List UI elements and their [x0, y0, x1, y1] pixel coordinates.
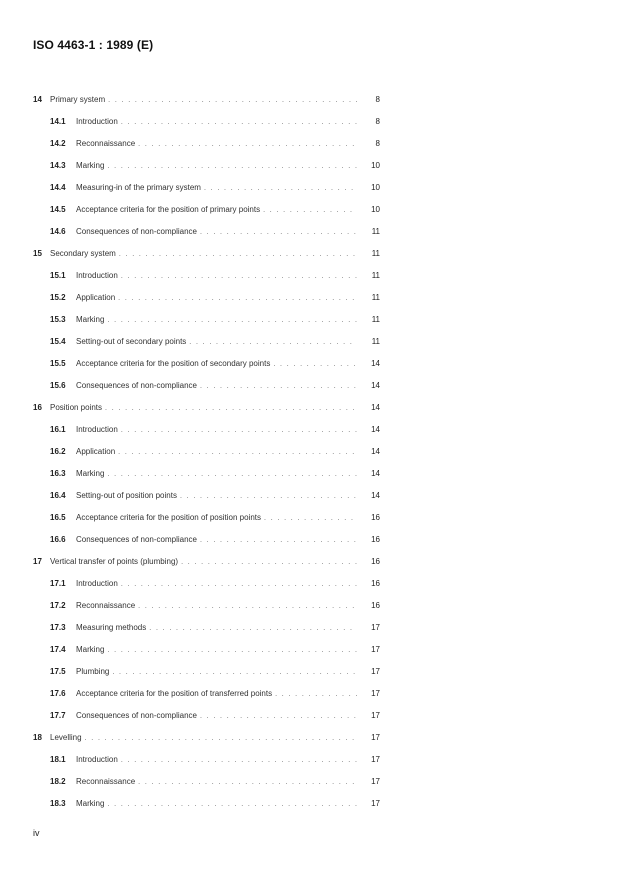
toc-subsection[interactable] — [33, 423, 380, 445]
toc-entry-page: 16 — [371, 601, 380, 610]
toc-entry-row — [33, 115, 380, 130]
toc-entry-row — [33, 357, 380, 372]
toc-subsection[interactable] — [33, 269, 380, 291]
dot-leader — [112, 666, 357, 680]
toc-entry-row — [33, 643, 380, 658]
toc-subsection[interactable] — [33, 181, 380, 203]
dot-leader — [121, 754, 357, 768]
toc-entry-page: 11 — [371, 249, 380, 258]
toc-entry-number: 17.7 — [50, 711, 66, 720]
dot-leader — [200, 534, 357, 548]
toc-entry-title: Introduction — [76, 271, 118, 280]
dot-leader — [204, 182, 357, 196]
dot-leader — [264, 512, 357, 526]
toc-entry-row — [33, 181, 380, 196]
toc-entry-title: Reconnaissance — [76, 601, 136, 610]
toc-subsection[interactable] — [33, 467, 380, 489]
toc-entry-number: 18.3 — [50, 799, 66, 808]
toc-entry-page: 8 — [375, 117, 380, 126]
toc-entry-page: 10 — [371, 183, 380, 192]
toc-entry-title: Secondary system — [50, 249, 116, 258]
toc-entry-page: 16 — [371, 535, 380, 544]
dot-leader — [121, 116, 357, 130]
toc-subsection[interactable] — [33, 225, 380, 247]
toc-entry-row — [33, 753, 380, 768]
dot-leader — [189, 336, 357, 350]
dot-leader — [85, 732, 357, 746]
toc-entry-row — [33, 269, 380, 284]
dot-leader — [275, 688, 357, 702]
toc-entry-page: 16 — [371, 557, 380, 566]
dot-leader — [107, 644, 357, 658]
toc-entry-row — [33, 313, 380, 328]
toc-entry-number: 16.6 — [50, 535, 66, 544]
toc-entry-page: 17 — [371, 777, 380, 786]
toc-entry-number: 14.5 — [50, 205, 66, 214]
toc-entry-page: 14 — [371, 491, 380, 500]
toc-entry-number: 17.2 — [50, 601, 66, 610]
toc-entry-title: Marking — [76, 645, 105, 654]
toc-entry-number: 14.2 — [50, 139, 66, 148]
dot-leader — [121, 578, 357, 592]
toc-entry-title: Plumbing — [76, 667, 110, 676]
dot-leader — [138, 600, 357, 614]
toc-section[interactable] — [33, 93, 380, 115]
toc-entry-row — [33, 731, 380, 746]
toc-entry-title: Introduction — [76, 755, 118, 764]
toc-entry-title: Setting-out of position points — [76, 491, 177, 500]
toc-entry-number: 18.2 — [50, 777, 66, 786]
toc-subsection[interactable] — [33, 577, 380, 599]
toc-entry-number: 15 — [33, 249, 42, 258]
toc-entry-title: Measuring-in of the primary system — [76, 183, 201, 192]
toc-entry-title: Reconnaissance — [76, 777, 136, 786]
toc-subsection[interactable] — [33, 797, 380, 819]
toc-entry-page: 14 — [371, 359, 380, 368]
dot-leader — [138, 138, 357, 152]
toc-entry-page: 11 — [371, 293, 380, 302]
toc-entry-row — [33, 423, 380, 438]
toc-entry-title: Application — [76, 293, 116, 302]
toc-entry-page: 14 — [371, 447, 380, 456]
toc-entry-number: 17 — [33, 557, 42, 566]
toc-entry-number: 15.3 — [50, 315, 66, 324]
page-number: iv — [33, 828, 40, 838]
toc-entry-title: Marking — [76, 799, 105, 808]
dot-leader — [200, 710, 357, 724]
toc-entry-row — [33, 687, 380, 702]
toc-subsection[interactable] — [33, 137, 380, 159]
dot-leader — [118, 292, 357, 306]
toc-entry-number: 16.5 — [50, 513, 66, 522]
toc-entry-title: Levelling — [50, 733, 82, 742]
toc-entry-row — [33, 775, 380, 790]
toc-subsection[interactable] — [33, 357, 380, 379]
toc-entry-page: 16 — [371, 579, 380, 588]
toc-subsection[interactable] — [33, 599, 380, 621]
toc-entry-row — [33, 203, 380, 218]
toc-entry-number: 16.3 — [50, 469, 66, 478]
toc-entry-page: 14 — [371, 425, 380, 434]
toc-subsection[interactable] — [33, 621, 380, 643]
toc-subsection[interactable] — [33, 643, 380, 665]
toc-entry-title: Introduction — [76, 117, 118, 126]
toc-entry-row — [33, 709, 380, 724]
toc-entry-row — [33, 225, 380, 240]
toc-subsection[interactable] — [33, 533, 380, 555]
toc-entry-row — [33, 599, 380, 614]
toc-entry-row — [33, 137, 380, 152]
toc-entry-row — [33, 159, 380, 174]
toc-entry-title: Introduction — [76, 579, 118, 588]
toc-subsection[interactable] — [33, 687, 380, 709]
toc-entry-number: 17.5 — [50, 667, 66, 676]
toc-entry-page: 17 — [371, 711, 380, 720]
toc-section[interactable] — [33, 247, 380, 269]
toc-entry-page: 16 — [371, 513, 380, 522]
toc-entry-page: 11 — [371, 227, 380, 236]
dot-leader — [108, 94, 357, 108]
toc-entry-row — [33, 511, 380, 526]
toc-entry-number: 18.1 — [50, 755, 66, 764]
toc-entry-number: 16.1 — [50, 425, 66, 434]
toc-entry-row — [33, 247, 380, 262]
dot-leader — [107, 160, 357, 174]
toc-entry-number: 17.3 — [50, 623, 66, 632]
toc-entry-title: Marking — [76, 161, 105, 170]
toc-entry-page: 14 — [371, 381, 380, 390]
toc-entry-row — [33, 797, 380, 812]
toc-subsection[interactable] — [33, 313, 380, 335]
toc-entry-number: 17.6 — [50, 689, 66, 698]
dot-leader — [119, 248, 357, 262]
toc-entry-number: 17.1 — [50, 579, 66, 588]
toc-entry-number: 15.4 — [50, 337, 66, 346]
dot-leader — [273, 358, 357, 372]
dot-leader — [149, 622, 357, 636]
toc-entry-number: 15.6 — [50, 381, 66, 390]
toc-entry-page: 17 — [371, 667, 380, 676]
dot-leader — [118, 446, 357, 460]
toc-entry-title: Marking — [76, 469, 105, 478]
toc-entry-page: 14 — [371, 403, 380, 412]
toc-subsection[interactable] — [33, 291, 380, 313]
toc-entry-row — [33, 489, 380, 504]
toc-entry-page: 17 — [371, 733, 380, 742]
toc-entry-title: Setting-out of secondary points — [76, 337, 187, 346]
toc-entry-title: Reconnaissance — [76, 139, 136, 148]
toc-entry-row — [33, 577, 380, 592]
toc-entry-title: Acceptance criteria for the position of position points — [76, 513, 261, 522]
toc-entry-row — [33, 379, 380, 394]
toc-subsection[interactable] — [33, 203, 380, 225]
toc-entry-row — [33, 401, 380, 416]
toc-section[interactable] — [33, 555, 380, 577]
toc-entry-title: Position points — [50, 403, 103, 412]
toc-entry-title: Primary system — [50, 95, 106, 104]
toc-entry-page: 10 — [371, 205, 380, 214]
toc-entry-number: 15.2 — [50, 293, 66, 302]
toc-entry-page: 11 — [371, 271, 380, 280]
toc-subsection[interactable] — [33, 709, 380, 731]
toc-entry-number: 14.4 — [50, 183, 66, 192]
toc-subsection[interactable] — [33, 379, 380, 401]
dot-leader — [263, 204, 357, 218]
toc-entry-title: Acceptance criteria for the position of secondary points — [76, 359, 271, 368]
toc-entry-page: 17 — [371, 645, 380, 654]
toc-entry-number: 14 — [33, 95, 42, 104]
toc-entry-title: Marking — [76, 315, 105, 324]
dot-leader — [121, 424, 357, 438]
table-of-contents — [33, 93, 380, 819]
dot-leader — [121, 270, 357, 284]
document-header: ISO 4463-1 : 1989 (E) — [33, 38, 154, 52]
toc-subsection[interactable] — [33, 753, 380, 775]
toc-subsection[interactable] — [33, 115, 380, 137]
dot-leader — [180, 490, 357, 504]
toc-subsection[interactable] — [33, 159, 380, 181]
toc-section[interactable] — [33, 401, 380, 423]
dot-leader — [105, 402, 357, 416]
toc-entry-row — [33, 621, 380, 636]
toc-entry-title: Consequences of non-compliance — [76, 227, 197, 236]
toc-entry-title: Introduction — [76, 425, 118, 434]
toc-entry-number: 17.4 — [50, 645, 66, 654]
toc-entry-page: 10 — [371, 161, 380, 170]
toc-entry-page: 17 — [371, 623, 380, 632]
toc-entry-number: 14.1 — [50, 117, 66, 126]
toc-entry-page: 8 — [375, 95, 380, 104]
toc-entry-number: 16.4 — [50, 491, 66, 500]
toc-entry-row — [33, 335, 380, 350]
dot-leader — [181, 556, 357, 570]
dot-leader — [200, 380, 357, 394]
toc-entry-title: Consequences of non-compliance — [76, 381, 197, 390]
toc-entry-page: 17 — [371, 799, 380, 808]
toc-entry-title: Vertical transfer of points (plumbing) — [50, 557, 179, 566]
toc-subsection[interactable] — [33, 665, 380, 687]
toc-entry-title: Consequences of non-compliance — [76, 711, 197, 720]
dot-leader — [107, 314, 357, 328]
toc-entry-number: 18 — [33, 733, 42, 742]
toc-entry-number: 15.5 — [50, 359, 66, 368]
toc-entry-number: 16 — [33, 403, 42, 412]
toc-entry-number: 14.6 — [50, 227, 66, 236]
toc-entry-title: Consequences of non-compliance — [76, 535, 197, 544]
dot-leader — [107, 468, 357, 482]
toc-entry-page: 17 — [371, 689, 380, 698]
toc-entry-page: 11 — [371, 337, 380, 346]
toc-entry-number: 15.1 — [50, 271, 66, 280]
toc-subsection[interactable] — [33, 335, 380, 357]
dot-leader — [107, 798, 357, 812]
toc-entry-title: Acceptance criteria for the position of transferred points — [76, 689, 273, 698]
toc-subsection[interactable] — [33, 489, 380, 511]
toc-subsection[interactable] — [33, 775, 380, 797]
toc-entry-page: 11 — [371, 315, 380, 324]
toc-entry-row — [33, 291, 380, 306]
dot-leader — [138, 776, 357, 790]
dot-leader — [200, 226, 357, 240]
toc-subsection[interactable] — [33, 511, 380, 533]
toc-entry-title: Application — [76, 447, 116, 456]
toc-entry-title: Measuring methods — [76, 623, 147, 632]
toc-entry-row — [33, 533, 380, 548]
toc-entry-row — [33, 93, 380, 108]
toc-entry-number: 16.2 — [50, 447, 66, 456]
toc-entry-row — [33, 665, 380, 680]
toc-entry-row — [33, 445, 380, 460]
toc-entry-page: 14 — [371, 469, 380, 478]
toc-entry-number: 14.3 — [50, 161, 66, 170]
toc-entry-row — [33, 467, 380, 482]
toc-section[interactable] — [33, 731, 380, 753]
toc-entry-page: 17 — [371, 755, 380, 764]
toc-entry-row — [33, 555, 380, 570]
toc-entry-page: 8 — [375, 139, 380, 148]
toc-entry-title: Acceptance criteria for the position of primary points — [76, 205, 261, 214]
toc-subsection[interactable] — [33, 445, 380, 467]
